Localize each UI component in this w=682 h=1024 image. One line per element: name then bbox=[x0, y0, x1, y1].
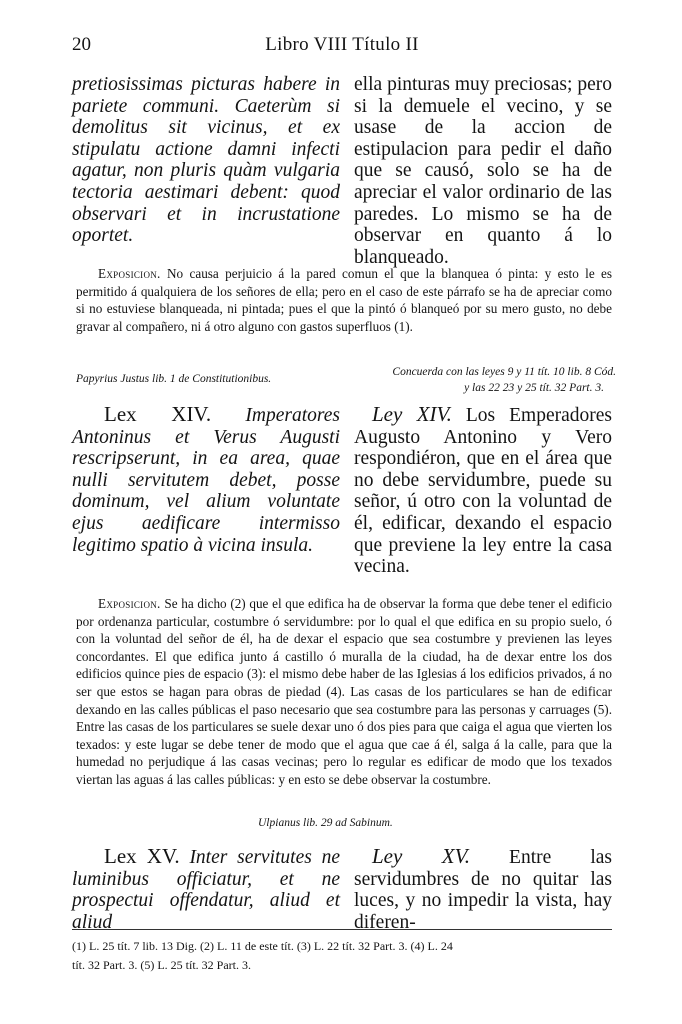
lex-latin-text: Inter servitutes ne luminibus officiatur, et ne prospectui offendatur, aliud et aliud bbox=[72, 847, 341, 933]
lex-xiv-latin bbox=[72, 404, 340, 556]
exposicion-text: Se ha dicho (2) que el que edifica ha de observar la forma que debe tener el edificio por ordenanza particular, costumbre ó servidumbre: por lo qual el que edifica en su propio suelo, ó con la voluntad del señor de él, ha de dexar el espacio que sea costumbre y previenen las leyes concordantes. El que edifica junto á castillo ó muralla de la ciudad, ha de dexar entre los dos edificios quince pies de espacio (3): el mismo debe haber de las Iglesias á los edificios privados, á no ser que estos se hagan para obras de piedad (4). Las casas de los particulares se han de edificar dexando en las calles públicas el paso necesario que sea costumbre para las personas y carruages (5). Entre las casas de los particulares se suele dexar uno ó dos pies para que caiga el agua que vierten los texados: y este lugar se debe tener de modo que el agua que cae á él, salga á la calle, para que la humedad no perjudique á las casas vecinas; pero lo regular es edificar de modo que los texados viertan las aguas á las calles públicas: y en esto se debe observar la costumbre. bbox=[76, 596, 613, 787]
footnote-line: tít. 32 Part. 3. (5) L. 25 tít. 32 Part. 3. bbox=[72, 958, 251, 972]
lex-latin-text: Imperatores Antoninus et Verus Augusti rescripserunt, in ea area, quae nulli servitutem debet, posse dominum, vel alium voluntate ejus aedificare intermisso legitimo spatio à vicina insula. bbox=[72, 405, 340, 556]
lex-label: Lex XV. bbox=[104, 844, 180, 868]
exposicion-label: Exposicion. bbox=[98, 266, 161, 281]
source-citation-ulpianus: Ulpianus lib. 29 ad Sabinum. bbox=[258, 817, 393, 829]
ley-xv-spanish bbox=[354, 846, 612, 933]
spanish-text-continuation: ella pinturas muy preciosas; pero si la demuele el vecino, y se usase de la accion de estipulacion para pedir el daño que se causó, solo se ha de apreciar el valor ordinario de las paredes. Lo mismo se ha de observar en quanto á lo blanqueado. bbox=[354, 74, 612, 268]
latin-text-continuation: pretiosissimas picturas habere in pariete communi. Caeterùm si demolitus sit vicinus, et ex stipulatu actione damni infecti agatur, non pluris quàm vulgaria tectoria aestimari debent: quod observari et in incrustatione oportet. bbox=[72, 74, 340, 247]
page-header bbox=[72, 32, 612, 62]
page-number: 20 bbox=[72, 34, 91, 55]
source-citation-left: Papyrius Justus lib. 1 de Constitutionibus. bbox=[76, 373, 272, 385]
exposicion-text: No causa perjuicio á la pared comun el que la blanquea ó pinta: y esto le es permitido á qualquiera de los señores de ella; pero en el caso de este párrafo se ha de apreciar como si no estuviese blanqueada, ni pintada; pues el que la pintó ó blanqueó por su mero gusto, no debe gravar al compañero, ni á otro alguno con gastos superfluos (1). bbox=[76, 266, 613, 334]
ley-label: Ley XV. bbox=[372, 844, 470, 868]
exposicion-label: Exposicion. bbox=[98, 596, 161, 611]
ley-xiv-spanish bbox=[354, 404, 612, 578]
lex-label: Lex XIV. bbox=[104, 402, 212, 426]
exposicion-paragraph-2 bbox=[76, 595, 612, 789]
ley-spanish-text: Los Emperadores Augusto Antonino y Vero respondiéron, que en el área que no debe servidumbre, puede su señor, ú otro con la voluntad de él, edificar, dexando el espacio que previene la ley entre la casa vecina. bbox=[354, 405, 613, 578]
ley-spanish-text: Entre las servidumbres de no quitar las luces, y no impedir la vista, hay diferen- bbox=[354, 847, 613, 933]
lex-xv-latin bbox=[72, 846, 340, 933]
footnotes bbox=[72, 937, 612, 975]
footnote-divider bbox=[72, 929, 612, 930]
exposicion-paragraph-1 bbox=[76, 265, 612, 335]
concordance-citation: Concuerda con las leyes 9 y 11 tít. 10 lib. 8 Cód. y las 22 23 y 25 tít. 32 Part. 3. bbox=[392, 366, 616, 394]
ley-label: Ley XIV. bbox=[372, 402, 452, 426]
running-title: Libro VIII Título II bbox=[265, 34, 419, 55]
footnote-line: (1) L. 25 tít. 7 lib. 13 Dig. (2) L. 11 de este tít. (3) L. 22 tít. 32 Part. 3. (4) L. 24 bbox=[72, 939, 453, 953]
